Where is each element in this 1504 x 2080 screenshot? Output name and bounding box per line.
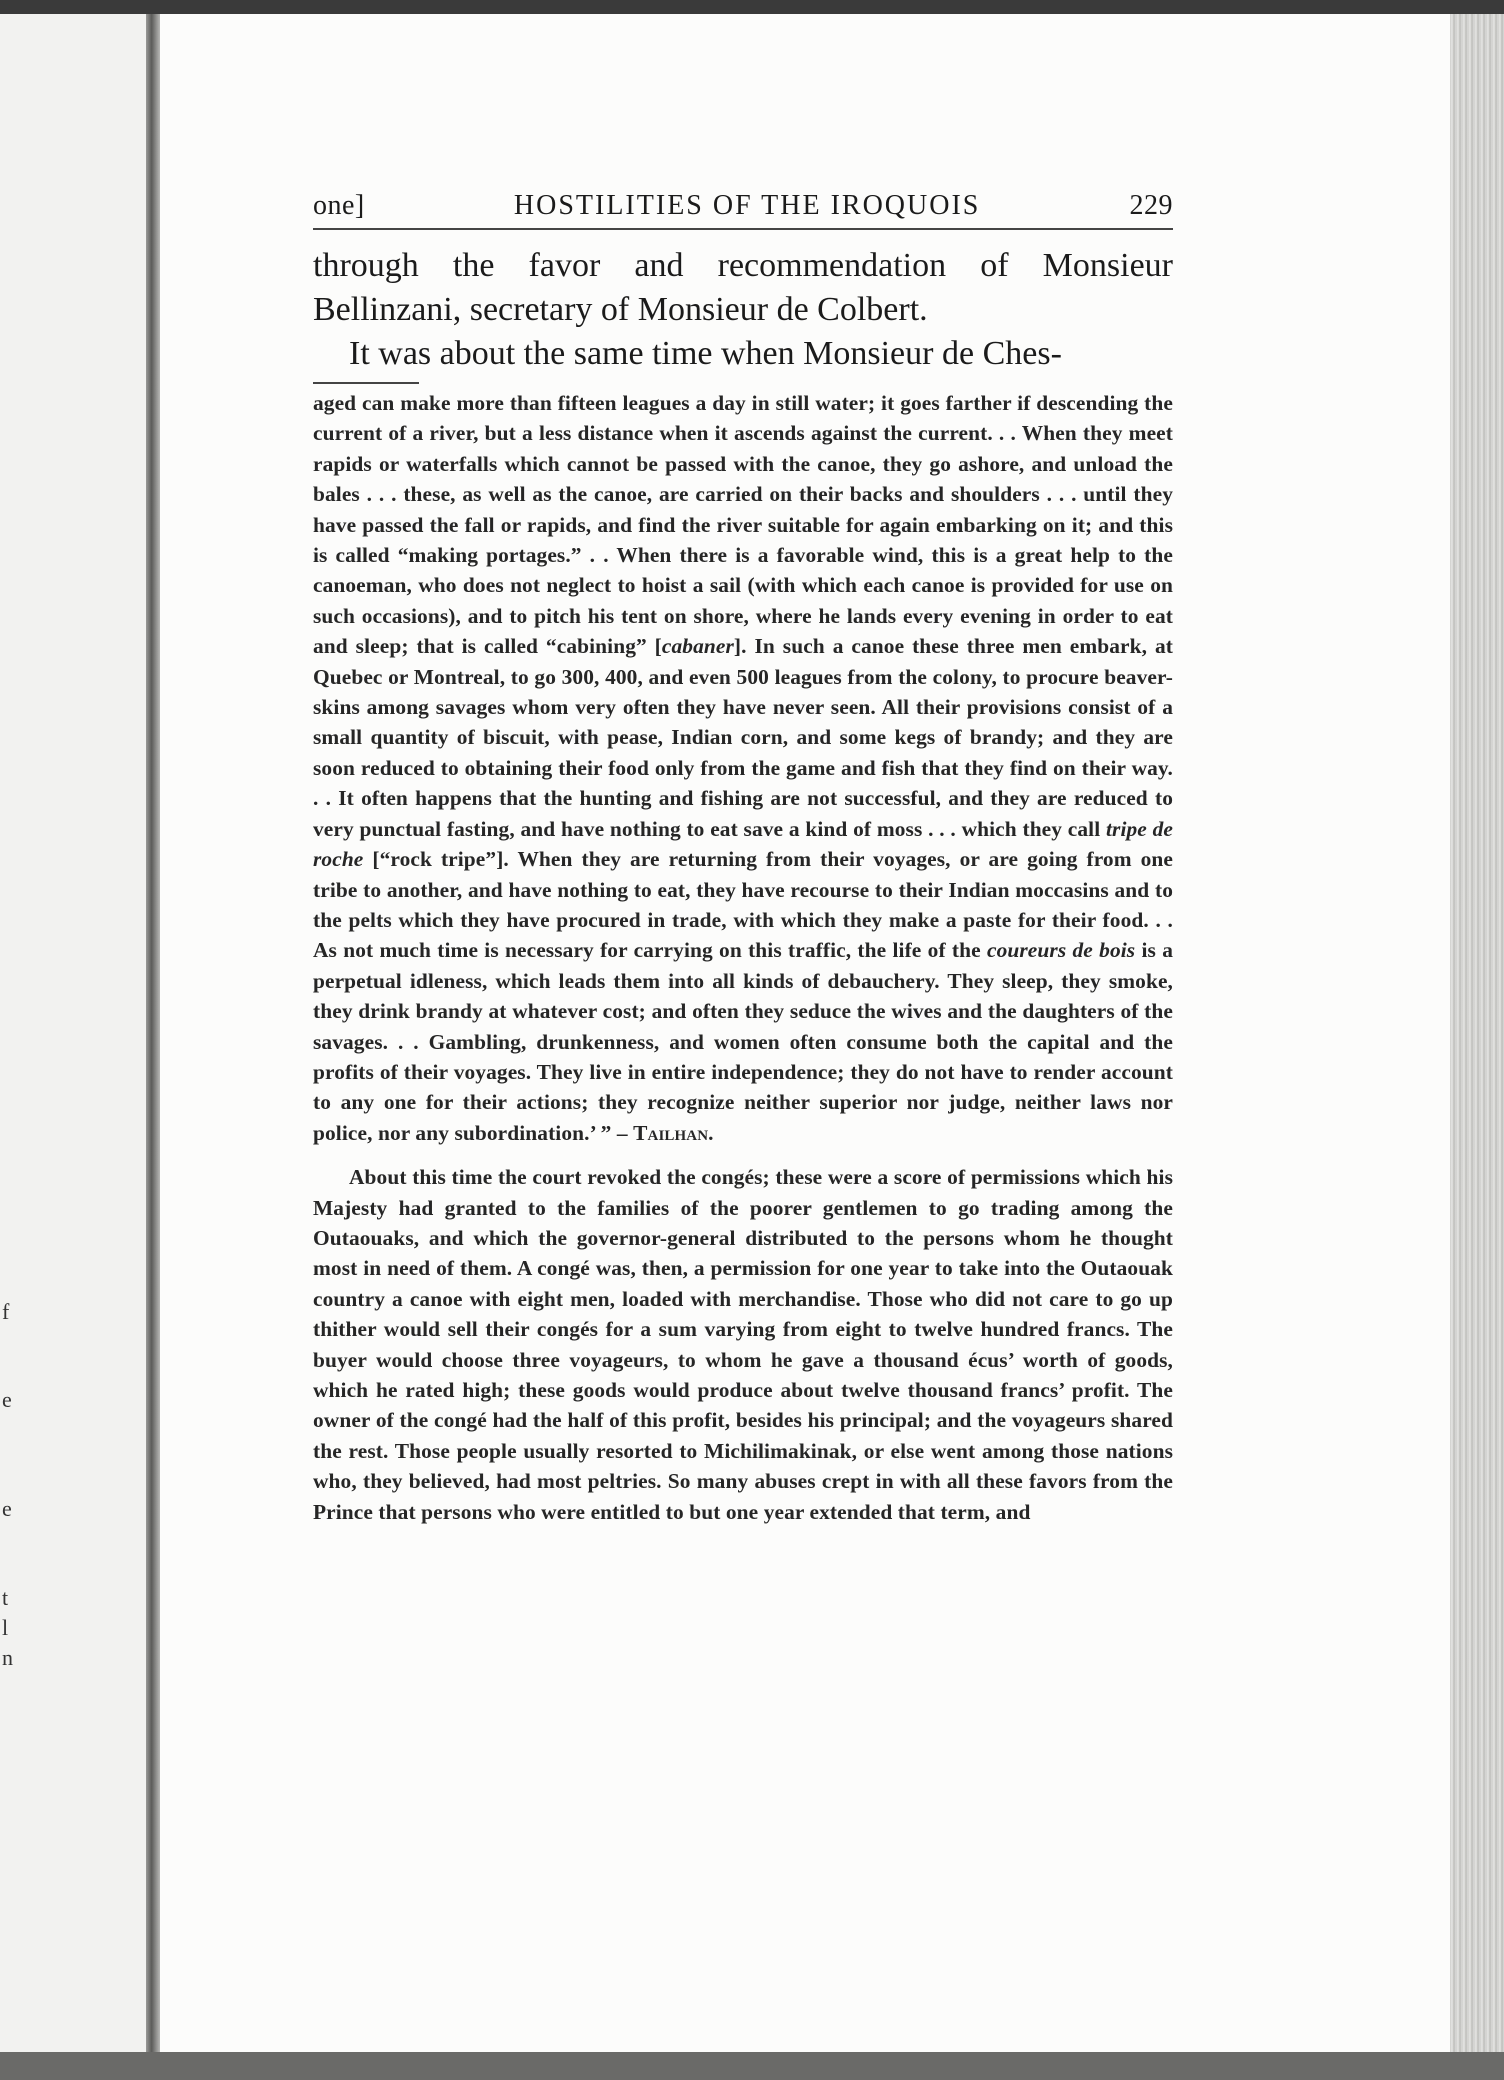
book-gutter — [146, 14, 160, 2054]
scan-bottom-border — [0, 2052, 1504, 2080]
footnote-italic-term: coureurs de bois — [987, 938, 1136, 963]
footnote-text: ]. In such a canoe these three men embark, at Quebec or Montreal, to go 300, 400, and even 500 leagues from the colony, to procure beaver-skins among savages whom very often they have never seen. All their provisions consist of a small quantity of biscuit, with pease, Indian corn, and some kegs of brandy; and they are soon reduced to obtaining their food only from the game and fish that they find on their way. . . It often happens that the hunting and fishing are not successful, and they are reduced to very punctual fasting, and have nothing to eat save a kind of moss . . . which they call — [313, 634, 1173, 841]
page-fore-edge — [1450, 14, 1504, 2054]
main-paragraph: through the favor and recommendation of Monsieur Bellinzani, secretary of Monsieur de Colbert. — [313, 247, 1173, 328]
running-head-title: HOSTILITIES OF THE IROQUOIS — [513, 190, 981, 221]
footnote-italic-term: tripe de roche — [313, 816, 1173, 872]
footnote-rule — [313, 382, 419, 384]
facing-page-fragment: e — [2, 1387, 12, 1412]
main-text — [313, 244, 1173, 376]
scan-top-border — [0, 0, 1504, 14]
footnote-attribution: Tailhan. — [633, 1120, 714, 1145]
facing-page-fragment: n — [2, 1645, 13, 1670]
page-number: 229 — [1129, 190, 1173, 221]
facing-page-fragment: f — [2, 1299, 10, 1324]
running-head — [313, 186, 1173, 230]
footnote-text: aged can make more than fifteen leagues a day in still water; it goes farther if descending the current of a river, but a less distance when it ascends against the current. . . When they meet rapids or waterfalls which cannot be passed with the canoe, they go ashore, and unload the bales . . . these, as well as the canoe, are carried on their backs and shoulders . . . until they have passed the fall or rapids, and find the river suitable for again embarking on it; and this is called “making portages.” . . When there is a favorable wind, this is a great help to the canoeman, who does not neglect to hoist a sail (with which each canoe is provided for use on such occasions), and to pitch his tent on shore, where he lands every evening in order to eat and sleep; that is called “cabining” [ — [313, 391, 1173, 659]
footnote-italic-term: cabaner — [661, 634, 734, 659]
main-paragraph: It was about the same time when Monsieur de Ches- — [349, 335, 1062, 372]
body-text — [313, 1162, 1173, 1527]
footnote — [313, 388, 1173, 1148]
running-head-left: one] — [313, 190, 365, 221]
footnote-text: [“rock tripe”]. When they are returning from their voyages, or are going from one tribe to another, and have nothing to eat, they have recourse to their Indian moccasins and to the pelts which they have procured in trade, with which they make a paste for their food. . . As not much time is necessary for carrying on this traffic, the life of the — [313, 847, 1173, 963]
footnote-text: is a perpetual idleness, which leads them into all kinds of debauchery. They sleep, they smoke, they drink brandy at whatever cost; and often they seduce the wives and the daughters of the savages. . . Gambling, drunkenness, and women often consume both the capital and the profits of their voyages. They live in entire independence; they do not have to render account to any one for their actions; they recognize neither superior nor judge, neither laws nor police, nor any subordination.’ ” – — [313, 938, 1173, 1145]
body-paragraph: About this time the court revoked the congés; these were a score of permissions which his Majesty had granted to the families of the poorer gentlemen to go trading among the Outaouaks, and which the governor-general distributed to the persons whom he thought most in need of them. A congé was, then, a permission for one year to take into the Outaouak country a canoe with eight men, loaded with merchandise. Those who did not care to go up thither would sell their congés for a sum varying from eight to twelve hundred francs. The buyer would choose three voyageurs, to whom he gave a thousand écus’ worth of goods, which he rated high; these goods would produce about twelve thousand francs’ profit. The owner of the congé had the half of this profit, besides his principal; and the voyageurs shared the rest. Those people usually resorted to Michilimakinak, or else went among those nations who, they believed, had most peltries. So many abuses crept in with all these favors from the Prince that persons who were entitled to but one year extended that term, and — [313, 1165, 1173, 1524]
facing-page-fragment: t — [2, 1585, 9, 1610]
facing-page-fragment: e — [2, 1496, 12, 1521]
page-text-block — [313, 186, 1173, 1527]
footnote-paragraph — [313, 388, 1173, 1148]
facing-page-fragment: l — [2, 1615, 9, 1640]
facing-page-edge — [0, 14, 150, 2054]
